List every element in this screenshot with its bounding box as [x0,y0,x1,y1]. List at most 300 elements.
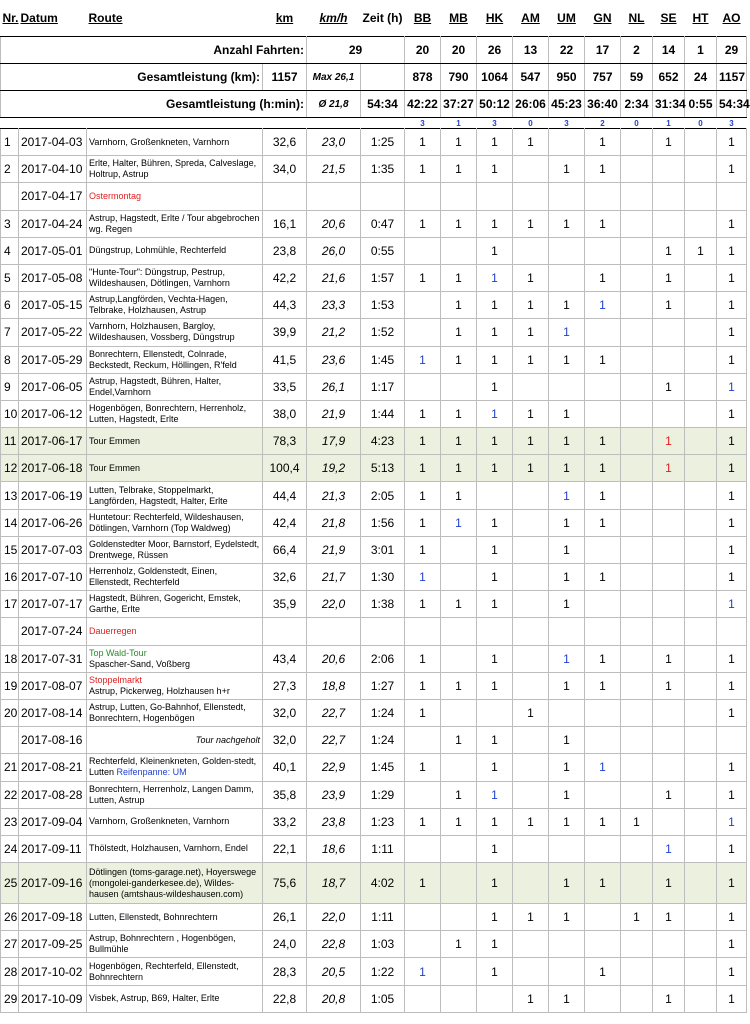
row-rider-cell [513,564,549,591]
row-rider-cell [685,346,717,373]
row-rider-cell: 1 [717,564,747,591]
table-row [1,618,747,645]
row-rider-cell [621,931,653,958]
route-text: Huntetour: Rechterfeld, Wildeshausen, Dötlingen, Varnhorn (Top Waldweg) [89,511,244,533]
row-rider-cell [585,319,621,346]
row-rider-cell [621,129,653,156]
row-rider-cell: 1 [585,346,621,373]
row-zeit: 1:44 [361,400,405,427]
row-rider-cell [513,645,549,672]
row-rider-cell [405,183,441,210]
row-rider-cell [653,808,685,835]
row-rider-cell: 1 [477,863,513,904]
row-rider-cell [685,754,717,781]
row-date: 2017-07-17 [19,591,87,618]
index-cell: 0 [698,118,703,128]
row-rider-cell: 1 [405,863,441,904]
table-row [1,129,747,156]
row-rider-cell [685,183,717,210]
row-rider-cell [685,482,717,509]
row-route [87,129,263,156]
row-rider-cell: 1 [653,455,685,482]
index-cell: 1 [666,118,671,128]
row-rider-cell: 1 [513,319,549,346]
row-rider-cell [717,618,747,645]
route-text: Dötlingen (toms-garage.net), Hoyerswege (mongolei-ganderkesee.de), Wildes-hausen (amtshaus-wildeshausen.com) [89,866,257,899]
route-text: Astrup, Hagstedt, Erlte / Tour abgebrochen wg. Regen [89,212,260,234]
row-rider-cell: 1 [653,292,685,319]
row-rider-cell [549,931,585,958]
row-zeit: 1:25 [361,129,405,156]
route-text: Visbek, Astrup, B69, Halter, Erlte [89,993,220,1004]
row-rider-cell: 1 [585,455,621,482]
row-rider-cell: 1 [549,482,585,509]
route-text: Varnhorn, Holzhausen, Bargloy, Wildeshausen, Vossberg, Düngstrup [89,321,235,343]
row-rider-cell [621,591,653,618]
row-km: 38,0 [263,400,307,427]
row-rider-cell: 1 [549,754,585,781]
index-cell: 3 [564,118,569,128]
row-rider-cell: 1 [549,591,585,618]
row-nr: 14 [1,509,19,536]
row-route [87,428,263,455]
row-zeit: 2:06 [361,645,405,672]
col-km: km [275,11,294,25]
row-zeit: 5:13 [361,455,405,482]
route-text: Hogenbögen, Rechterfeld, Ellenstedt, Bohnrechtern [89,960,239,982]
row-rider-cell: 1 [477,264,513,291]
row-rider-cell [621,958,653,985]
row-rider-cell [441,183,477,210]
table-row [1,699,747,726]
summary-rider: 37:27 [441,91,477,118]
row-rider-cell: 1 [513,210,549,237]
index-row [1,118,747,129]
row-rider-cell [513,931,549,958]
row-route [87,346,263,373]
row-kmh: 21,5 [307,156,361,183]
summary-rider: 24 [685,64,717,91]
summary-rider: 1 [685,37,717,64]
route-text: Ostermontag [89,190,142,201]
row-date: 2017-04-10 [19,156,87,183]
row-rider-cell: 1 [653,129,685,156]
col-zeit: Zeit (h) [362,11,403,25]
row-nr: 3 [1,210,19,237]
route-text: Astrup, Bohnrechtern , Hogenbögen, Bullmühle [89,933,236,955]
row-rider-cell: 1 [717,319,747,346]
row-rider-cell [513,591,549,618]
row-rider-cell [513,237,549,264]
row-route [87,863,263,904]
row-rider-cell: 1 [405,129,441,156]
row-rider-cell: 1 [585,210,621,237]
row-nr: 22 [1,781,19,808]
row-zeit: 1:11 [361,904,405,931]
row-date: 2017-10-02 [19,958,87,985]
row-rider-cell: 1 [717,346,747,373]
row-date: 2017-06-05 [19,373,87,400]
row-rider-cell: 1 [717,264,747,291]
route-text: Varnhorn, Großenkneten, Varnhorn [89,816,230,827]
table-row [1,985,747,1012]
summary-rider: 950 [549,64,585,91]
row-route [87,591,263,618]
row-date: 2017-04-03 [19,129,87,156]
row-rider-cell: 1 [653,237,685,264]
row-rider-cell [653,319,685,346]
row-rider-cell [621,645,653,672]
row-rider-cell: 1 [717,373,747,400]
summary-rider: 26 [477,37,513,64]
summary-km [1,64,747,91]
summary-rider: 1064 [477,64,513,91]
row-rider-cell [441,645,477,672]
row-rider-cell [585,699,621,726]
route-text: Tour Emmen [89,435,141,446]
row-route [87,835,263,862]
row-rider-cell: 1 [477,754,513,781]
row-zeit: 1:23 [361,808,405,835]
row-rider-cell [441,618,477,645]
row-zeit: 1:03 [361,931,405,958]
row-rider-cell: 1 [717,808,747,835]
row-zeit [361,183,405,210]
row-rider-cell: 1 [405,264,441,291]
row-rider-cell: 1 [405,591,441,618]
row-rider-cell: 1 [549,536,585,563]
col-rider: GN [593,11,612,25]
row-rider-cell: 1 [717,210,747,237]
row-rider-cell: 1 [513,808,549,835]
row-rider-cell [685,618,717,645]
table-row [1,156,747,183]
route-text: Tour nachgeholt [195,734,260,745]
row-rider-cell: 1 [441,931,477,958]
row-rider-cell [653,931,685,958]
row-date: 2017-08-28 [19,781,87,808]
row-nr: 7 [1,319,19,346]
row-rider-cell: 1 [477,931,513,958]
row-rider-cell [585,400,621,427]
row-rider-cell [621,754,653,781]
row-date: 2017-09-16 [19,863,87,904]
row-rider-cell: 1 [477,536,513,563]
row-route [87,958,263,985]
header-row [1,0,747,37]
row-rider-cell [477,699,513,726]
row-date: 2017-08-14 [19,699,87,726]
row-zeit: 2:05 [361,482,405,509]
col-rider: HT [692,11,709,25]
col-rider: AO [722,11,741,25]
row-kmh: 23,3 [307,292,361,319]
row-rider-cell: 1 [405,210,441,237]
row-rider-cell [441,904,477,931]
row-rider-cell: 1 [549,156,585,183]
row-rider-cell [549,373,585,400]
summary-rider: 36:40 [585,91,621,118]
row-rider-cell: 1 [441,210,477,237]
row-rider-cell [441,699,477,726]
row-km: 66,4 [263,536,307,563]
row-rider-cell [685,781,717,808]
row-rider-cell [685,536,717,563]
row-kmh: 21,8 [307,509,361,536]
table-row [1,645,747,672]
row-rider-cell: 1 [513,904,549,931]
row-rider-cell [585,618,621,645]
row-rider-cell [621,835,653,862]
row-km: 35,8 [263,781,307,808]
row-nr: 10 [1,400,19,427]
row-kmh: 22,7 [307,699,361,726]
row-rider-cell [513,958,549,985]
summary-value: 1157 [263,64,307,91]
table-row [1,835,747,862]
row-rider-cell [653,564,685,591]
row-rider-cell: 1 [477,958,513,985]
row-rider-cell: 1 [717,292,747,319]
row-rider-cell [653,727,685,754]
row-kmh: 22,0 [307,904,361,931]
summary-rider: 50:12 [477,91,513,118]
row-rider-cell [585,904,621,931]
row-rider-cell [653,346,685,373]
row-rider-cell: 1 [405,699,441,726]
row-zeit: 1:17 [361,373,405,400]
row-rider-cell: 1 [717,156,747,183]
route-note: Reifenpanne: UM [116,767,187,778]
table-row [1,346,747,373]
table-row [1,564,747,591]
route-text: Lutten, Ellenstedt, Bohnrechtern [89,911,218,922]
row-date: 2017-06-19 [19,482,87,509]
row-rider-cell [621,319,653,346]
row-nr: 9 [1,373,19,400]
row-rider-cell [621,564,653,591]
row-rider-cell [441,237,477,264]
row-rider-cell: 1 [717,645,747,672]
row-rider-cell: 1 [549,781,585,808]
row-rider-cell: 1 [405,754,441,781]
row-rider-cell: 1 [549,564,585,591]
row-rider-cell: 1 [717,455,747,482]
row-rider-cell: 1 [549,727,585,754]
row-km: 42,2 [263,264,307,291]
table-row [1,808,747,835]
row-date: 2017-05-08 [19,264,87,291]
row-nr: 6 [1,292,19,319]
row-rider-cell: 1 [585,264,621,291]
route-text: Rechterfeld, Kleinenkneten, Golden-stedt, Lutten [89,756,257,778]
row-route [87,564,263,591]
row-rider-cell [621,618,653,645]
summary-rider: 1157 [717,64,747,91]
row-rider-cell: 1 [477,210,513,237]
row-rider-cell: 1 [717,781,747,808]
row-rider-cell [653,183,685,210]
row-rider-cell [441,835,477,862]
col-route: Route [88,11,123,25]
row-route [87,455,263,482]
row-route [87,645,263,672]
row-rider-cell [685,373,717,400]
row-km: 32,0 [263,727,307,754]
table-row [1,400,747,427]
row-kmh: 23,0 [307,129,361,156]
row-rider-cell [513,835,549,862]
row-rider-cell [621,428,653,455]
index-cell: 3 [492,118,497,128]
row-km: 28,3 [263,958,307,985]
row-km: 40,1 [263,754,307,781]
table-row [1,672,747,699]
row-nr: 5 [1,264,19,291]
summary-rider: 29 [717,37,747,64]
row-zeit: 1:35 [361,156,405,183]
row-zeit: 1:30 [361,564,405,591]
route-text: Düngstrup, Lohmühle, Rechterfeld [89,245,227,256]
row-kmh: 20,8 [307,985,361,1012]
row-rider-cell [685,210,717,237]
row-rider-cell: 1 [717,536,747,563]
summary-label: Anzahl Fahrten: [1,37,307,64]
table-row [1,292,747,319]
row-nr: 15 [1,536,19,563]
route-text: Bonrechtern, Herrenholz, Langen Damm, Lutten, Astrup [89,783,254,805]
row-rider-cell: 1 [405,455,441,482]
row-rider-cell [685,985,717,1012]
row-route [87,808,263,835]
row-zeit: 0:55 [361,237,405,264]
index-cell: 3 [729,118,734,128]
index-cell: 0 [528,118,533,128]
row-km: 22,1 [263,835,307,862]
row-rider-cell [585,727,621,754]
table-row [1,482,747,509]
table-row [1,754,747,781]
row-rider-cell [685,591,717,618]
row-rider-cell [621,183,653,210]
row-rider-cell [405,931,441,958]
table-row [1,210,747,237]
row-rider-cell [685,509,717,536]
row-rider-cell [549,264,585,291]
row-rider-cell: 1 [477,591,513,618]
summary-rider: 42:22 [405,91,441,118]
row-date: 2017-06-12 [19,400,87,427]
row-rider-cell: 1 [549,400,585,427]
row-kmh: 21,9 [307,400,361,427]
row-rider-cell [513,536,549,563]
row-km: 44,3 [263,292,307,319]
row-nr: 29 [1,985,19,1012]
summary-rider: 790 [441,64,477,91]
row-rider-cell: 1 [653,904,685,931]
summary-rider: 878 [405,64,441,91]
row-route [87,264,263,291]
row-rider-cell: 1 [441,509,477,536]
row-route [87,754,263,781]
route-text: Hogenbögen, Bonrechtern, Herrenholz, Lutten, Hagstedt, Erlte [89,402,247,424]
row-rider-cell [513,509,549,536]
row-zeit: 1:53 [361,292,405,319]
row-rider-cell: 1 [717,129,747,156]
row-rider-cell [685,727,717,754]
row-rider-cell: 1 [717,754,747,781]
row-nr: 28 [1,958,19,985]
row-rider-cell: 1 [477,645,513,672]
row-km: 34,0 [263,156,307,183]
row-route [87,781,263,808]
row-rider-cell: 1 [717,958,747,985]
route-text: Bonrechtern, Ellenstedt, Colnrade, Beckstedt, Reckum, Höllingen, R'feld [89,348,237,370]
row-rider-cell: 1 [653,264,685,291]
row-date: 2017-05-01 [19,237,87,264]
row-nr: 17 [1,591,19,618]
row-rider-cell: 1 [549,863,585,904]
row-rider-cell [685,699,717,726]
row-rider-cell: 1 [685,237,717,264]
row-route [87,672,263,699]
summary-rider: 20 [405,37,441,64]
row-rider-cell: 1 [513,985,549,1012]
row-nr: 21 [1,754,19,781]
row-zeit: 4:02 [361,863,405,904]
row-rider-cell: 1 [653,863,685,904]
route-text: Astrup, Lutten, Go-Bahnhof, Ellenstedt, Bonrechtern, Hogenbögen [89,702,246,724]
row-date: 2017-08-21 [19,754,87,781]
row-nr: 2 [1,156,19,183]
row-rider-cell [653,400,685,427]
row-nr [1,618,19,645]
row-rider-cell: 1 [405,672,441,699]
route-text: Erlte, Halter, Bühren, Spreda, Calveslage, Holtrup, Astrup [89,158,257,180]
route-text: Dauerregen [89,625,137,636]
row-route [87,727,263,754]
table-row [1,958,747,985]
summary-rider: 652 [653,64,685,91]
row-rider-cell [585,183,621,210]
row-kmh [307,618,361,645]
row-rider-cell [549,129,585,156]
row-km: 100,4 [263,455,307,482]
col-datum: Datum [20,11,58,25]
summary-rider: 22 [549,37,585,64]
row-rider-cell [405,237,441,264]
row-rider-cell: 1 [405,564,441,591]
row-rider-cell [585,985,621,1012]
row-km: 41,5 [263,346,307,373]
row-route [87,237,263,264]
row-rider-cell: 1 [441,319,477,346]
row-date: 2017-07-24 [19,618,87,645]
table-row [1,536,747,563]
summary-rider: 757 [585,64,621,91]
row-rider-cell: 1 [441,727,477,754]
row-rider-cell: 1 [441,591,477,618]
row-rider-cell [549,835,585,862]
row-rider-cell [405,985,441,1012]
row-nr: 20 [1,699,19,726]
row-rider-cell [621,237,653,264]
row-rider-cell [585,835,621,862]
row-rider-cell [621,699,653,726]
row-km: 35,9 [263,591,307,618]
row-rider-cell [405,781,441,808]
row-rider-cell [549,618,585,645]
